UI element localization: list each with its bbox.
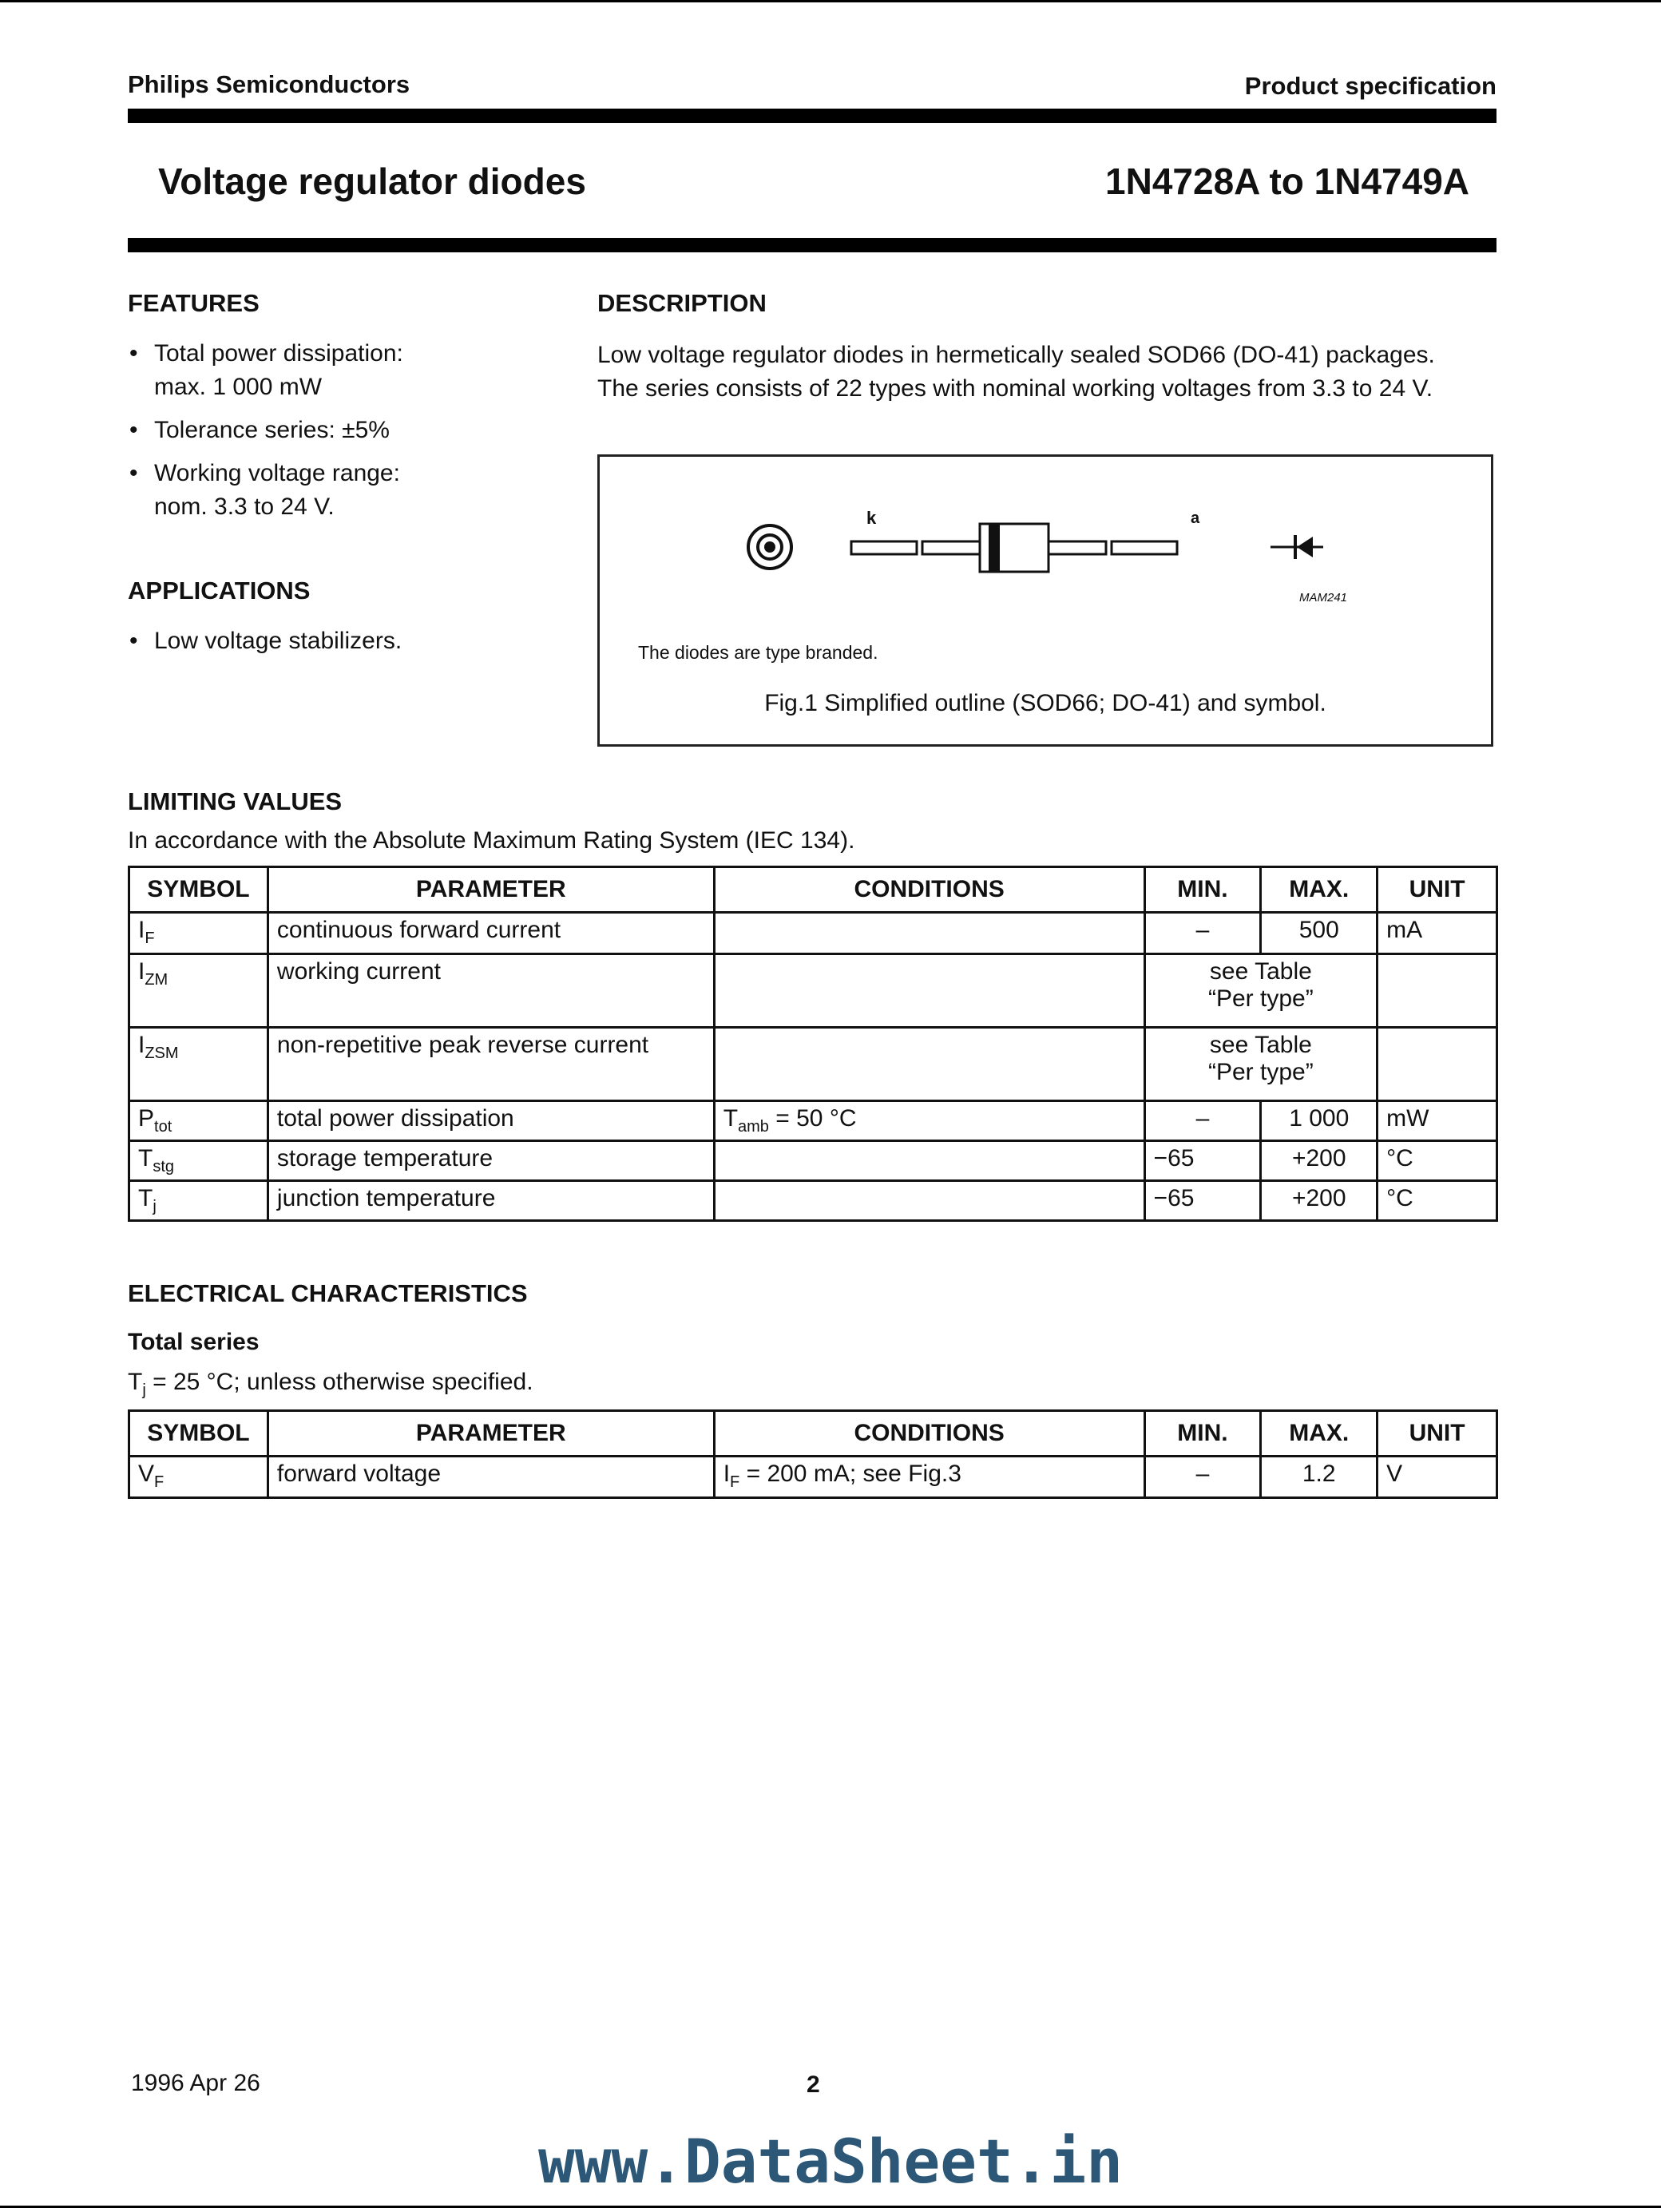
unit-cell: V (1378, 1457, 1497, 1498)
table-row (129, 954, 1497, 1028)
min-cell: – (1144, 1101, 1261, 1141)
right-lead (1112, 541, 1177, 554)
conditions-cell (714, 954, 1144, 1028)
table-row (129, 1181, 1497, 1221)
conditions-cell (714, 1181, 1144, 1221)
symbol-cell: $T_{stg}$ (129, 1141, 268, 1181)
electrical-subheading: Total series (128, 1329, 260, 1355)
conditions-cell: $I_F = 200$ mA; see Fig.3 (714, 1457, 1144, 1498)
limiting-values-table (128, 866, 1498, 1222)
symbol-cell: $V_F$ (129, 1457, 268, 1498)
col-header-parameter: PARAMETER (268, 1411, 714, 1457)
col-header-min: MIN. (1144, 867, 1261, 913)
unit-cell: °C (1378, 1141, 1497, 1181)
list-item: • Tolerance series: ±5% (128, 414, 543, 447)
min-cell: – (1144, 1457, 1261, 1498)
page-number: 2 (807, 2071, 820, 2098)
features-list (128, 337, 543, 533)
unit-cell: °C (1378, 1181, 1497, 1221)
electrical-table (128, 1409, 1498, 1499)
parameter-cell: total power dissipation (268, 1101, 714, 1141)
max-cell: 500 (1261, 913, 1378, 954)
min-max-span-cell: see Table “Per type” (1144, 954, 1378, 1028)
electrical-heading: ELECTRICAL CHARACTERISTICS (128, 1279, 528, 1307)
lead-label-a: a (1191, 509, 1200, 527)
max-cell: 1.2 (1261, 1457, 1378, 1498)
description-text (597, 339, 1500, 406)
table-row (129, 1457, 1497, 1498)
parameter-cell: storage temperature (268, 1141, 714, 1181)
description-heading: DESCRIPTION (597, 289, 767, 317)
symbol-triangle (1297, 537, 1313, 557)
min-cell: – (1144, 913, 1261, 954)
parameter-cell: continuous forward current (268, 913, 714, 954)
min-max-span-cell: see Table “Per type” (1144, 1028, 1378, 1101)
cathode-band (989, 524, 1000, 572)
parameter-cell: junction temperature (268, 1181, 714, 1221)
right-lead-inner (1049, 541, 1106, 554)
doc-type: Product specification (1244, 72, 1496, 100)
table-row (129, 1101, 1497, 1141)
conditions-cell (714, 1141, 1144, 1181)
table-row (129, 913, 1497, 954)
features-heading: FEATURES (128, 289, 260, 317)
bottom-edge-line (0, 2206, 1661, 2208)
unit-cell: mA (1378, 913, 1497, 954)
top-edge-line (0, 0, 1661, 2)
symbol-cell: $I_{ZSM}$ (129, 1028, 268, 1101)
figure-note: The diodes are type branded. (638, 642, 878, 663)
list-item: • Low voltage stabilizers. (128, 624, 543, 658)
header-rule (128, 109, 1496, 123)
company-name: Philips Semiconductors (128, 70, 410, 98)
figure-caption: Fig.1 Simplified outline (SOD66; DO-41) and symbol. (764, 690, 1326, 716)
footer-date: 1996 Apr 26 (131, 2070, 260, 2096)
title-rule (128, 238, 1496, 252)
symbol-cell: $I_{ZM}$ (129, 954, 268, 1028)
diode-outline-drawing (600, 457, 1491, 632)
max-cell: +200 (1261, 1141, 1378, 1181)
max-cell: 1 000 (1261, 1101, 1378, 1141)
page-title: Voltage regulator diodes (158, 161, 586, 202)
conditions-cell (714, 1028, 1144, 1101)
description-line: The series consists of 22 types with nominal working voltages from 3.3 to 24 V. (597, 375, 1433, 402)
max-cell: +200 (1261, 1181, 1378, 1221)
col-header-symbol: SYMBOL (129, 1411, 268, 1457)
left-lead-inner (922, 541, 980, 554)
end-view-center (764, 541, 775, 553)
symbol-cell: $I_F$ (129, 913, 268, 954)
col-header-max: MAX. (1261, 867, 1378, 913)
table-row (129, 1141, 1497, 1181)
unit-cell (1378, 1028, 1497, 1101)
description-line: Low voltage regulator diodes in hermetically sealed SOD66 (DO-41) packages. (597, 342, 1435, 368)
figure-code: MAM241 (1299, 591, 1348, 605)
table-row (129, 1028, 1497, 1101)
col-header-conditions: CONDITIONS (714, 867, 1144, 913)
symbol-cell: $P_{tot}$ (129, 1101, 268, 1141)
list-item: • Working voltage range: nom. 3.3 to 24 V. (128, 457, 543, 524)
conditions-cell: $T_{amb} = 50$ °C (714, 1101, 1144, 1141)
col-header-unit: UNIT (1378, 1411, 1497, 1457)
col-header-symbol: SYMBOL (129, 867, 268, 913)
left-lead (851, 541, 917, 554)
figure-box (597, 454, 1493, 747)
col-header-unit: UNIT (1378, 867, 1497, 913)
conditions-cell (714, 913, 1144, 954)
watermark-link[interactable]: www.DataSheet.in (537, 2126, 1124, 2197)
limiting-values-heading: LIMITING VALUES (128, 787, 343, 815)
parameter-cell: working current (268, 954, 714, 1028)
col-header-parameter: PARAMETER (268, 867, 714, 913)
unit-cell (1378, 954, 1497, 1028)
table-header-row (129, 1411, 1497, 1457)
lead-label-k: k (866, 508, 877, 528)
col-header-min: MIN. (1144, 1411, 1261, 1457)
part-range: 1N4728A to 1N4749A (1105, 161, 1469, 202)
electrical-conditions: $T_j = 25$ °C; unless otherwise specified. (128, 1369, 533, 1399)
applications-heading: APPLICATIONS (128, 577, 311, 605)
parameter-cell: forward voltage (268, 1457, 714, 1498)
parameter-cell: non-repetitive peak reverse current (268, 1028, 714, 1101)
symbol-cell: $T_j$ (129, 1181, 268, 1221)
unit-cell: mW (1378, 1101, 1497, 1141)
table-header-row (129, 867, 1497, 913)
applications-list (128, 624, 543, 668)
min-cell: −65 (1144, 1181, 1261, 1221)
min-cell: −65 (1144, 1141, 1261, 1181)
col-header-conditions: CONDITIONS (714, 1411, 1144, 1457)
list-item: • Total power dissipation: max. 1 000 mW (128, 337, 543, 404)
col-header-max: MAX. (1261, 1411, 1378, 1457)
limiting-values-subtitle: In accordance with the Absolute Maximum Rating System (IEC 134). (128, 827, 855, 854)
